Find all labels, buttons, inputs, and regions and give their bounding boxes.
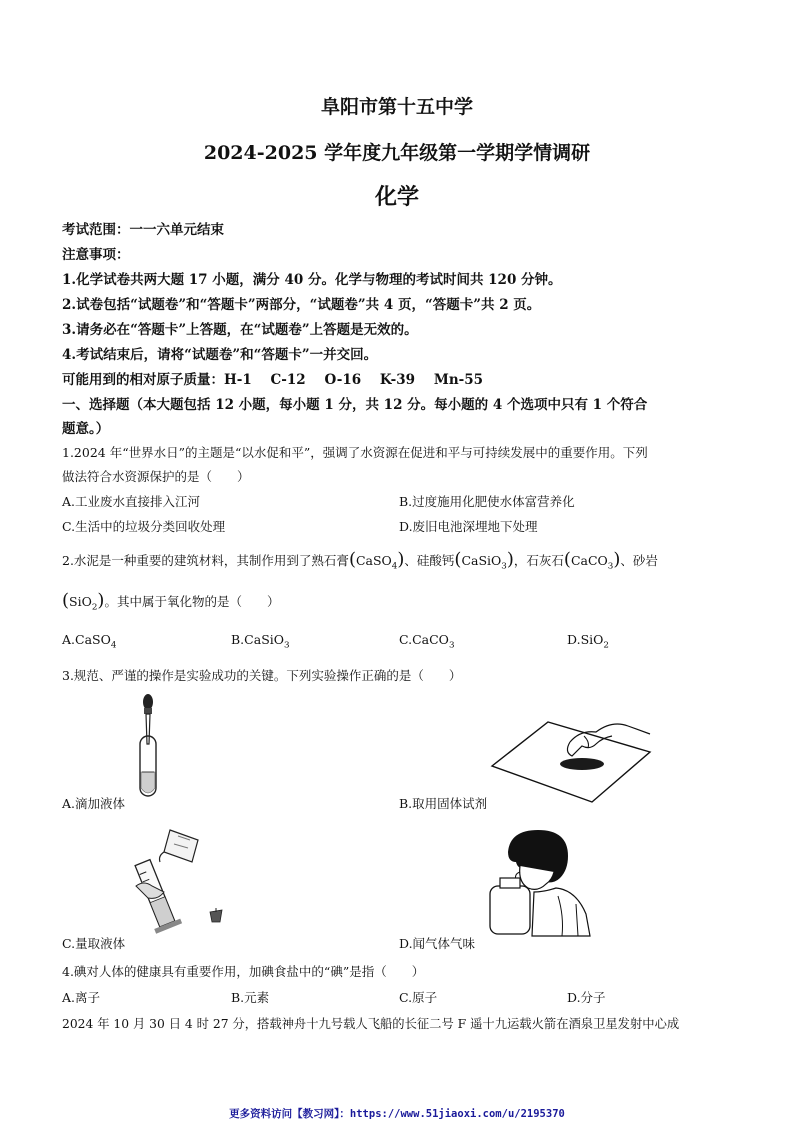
subject-title: 化学 [374, 184, 419, 210]
smelling-gas-figure [486, 826, 596, 938]
q2-stem: 2.水泥是一种重要的建筑材料，其制作用到了熟石膏(CaSO$_4$)、硅酸钙(CaSiO$_3$)，石灰石(CaCO$_3$)、砂岩 [62, 549, 658, 572]
section-heading: 一、选择题（本大题包括 12 小题，每小题 1 分，共 12 分。每小题的 4 个选项中只有 1 个符合 [62, 397, 648, 413]
q4-option-a: A.离子 [62, 990, 101, 1005]
note-item: 1.化学试卷共两大题 17 小题，满分 40 分。化学与物理的考试时间共 120 分钟。 [62, 272, 562, 288]
q1-option-a: A.工业废水直接排入江河 [62, 494, 201, 509]
q3-option-d: D.闻气体气味 [399, 936, 476, 951]
passage-text: 2024 年 10 月 30 日 4 时 27 分，搭载神舟十九号载人飞船的长征二号 F 遥十九运载火箭在酒泉卫星发射中心成 [62, 1017, 680, 1031]
q2-stem-cont: (SiO$_2$)。其中属于氧化物的是（ ） [62, 590, 280, 613]
notes-heading: 注意事项： [62, 247, 130, 263]
q3-stem: 3.规范、严谨的操作是实验成功的关键。下列实验操作正确的是（ ） [62, 668, 462, 683]
q4-stem: 4.碘对人体的健康具有重要作用，加碘食盐中的“碘”是指（ ） [62, 964, 425, 979]
q1-stem-cont: 做法符合水资源保护的是（ ） [62, 469, 250, 484]
q2-stem-text: 2.水泥是一种重要的建筑材料，其制作用到了熟石膏 [62, 553, 349, 568]
atomic-masses: 可能用到的相对原子质量：H-1 C-12 O-16 K-39 Mn-55 [62, 372, 484, 388]
q4-option-c: C.原子 [399, 990, 438, 1005]
q3-option-b: B.取用固体试剂 [399, 796, 488, 811]
note-item: 4.考试结束后，请将“试题卷”和“答题卡”一并交回。 [62, 347, 378, 363]
q2-option-b: B.CaSiO$_3$ [231, 632, 290, 651]
exam-title: 2024-2025 学年度九年级第一学期学情调研 [203, 142, 591, 164]
dropper-test-tube-figure [128, 690, 168, 802]
note-item: 3.请务必在“答题卡”上答题，在“试题卷”上答题是无效的。 [62, 322, 418, 338]
school-name: 阜阳市第十五中学 [320, 96, 473, 118]
formula-sio2: SiO [69, 594, 92, 609]
q3-option-c: C.量取液体 [62, 936, 126, 951]
solid-reagent-figure [484, 712, 654, 804]
q2-option-d: D.SiO$_2$ [567, 632, 609, 651]
formula-caso4: CaSO [355, 553, 392, 568]
q3-option-a: A.滴加液体 [62, 796, 126, 811]
q2-option-c: C.CaCO$_3$ [399, 632, 455, 651]
note-item: 2.试卷包括“试题卷”和“答题卡”两部分，“试题卷”共 4 页，“答题卡”共 2 页。 [62, 297, 541, 313]
formula-caco3: CaCO [570, 553, 608, 568]
q1-stem: 1.2024 年“世界水日”的主题是“以水促和平”，强调了水资源在促进和平与可持续发展中的重要作用。下列 [62, 445, 648, 460]
q4-option-b: B.元素 [231, 990, 270, 1005]
exam-range: 考试范围：一一六单元结束 [62, 222, 224, 238]
footer-link[interactable]: 更多资料访问【教习网】：https://www.51jiaoxi.com/u/2195370 [229, 1108, 565, 1120]
q1-option-c: C.生活中的垃圾分类回收处理 [62, 519, 226, 534]
formula-casio3: CaSiO [461, 553, 502, 568]
measuring-cylinder-figure [134, 826, 234, 936]
q4-option-d: D.分子 [567, 990, 606, 1005]
q1-option-b: B.过度施用化肥使水体富营养化 [399, 494, 575, 509]
q1-option-d: D.废旧电池深埋地下处理 [399, 519, 538, 534]
q2-option-a: A.CaSO$_4$ [62, 632, 117, 651]
section-heading-cont: 题意。） [62, 421, 110, 437]
